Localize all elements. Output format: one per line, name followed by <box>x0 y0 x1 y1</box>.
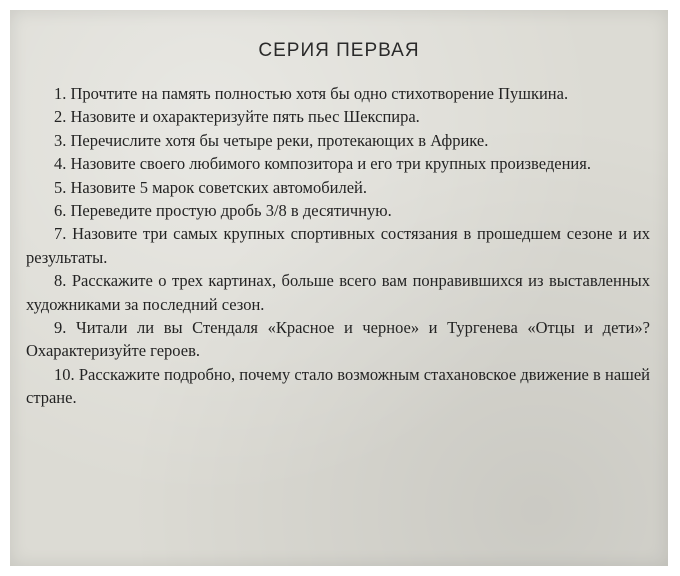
item-number: 1. <box>54 84 67 103</box>
list-item <box>26 199 650 222</box>
item-number: 2. <box>54 107 67 127</box>
list-item <box>26 152 650 175</box>
item-number: 8. <box>54 271 67 291</box>
list-item <box>26 222 650 269</box>
list-item <box>26 269 650 316</box>
list-item <box>26 105 650 128</box>
list-item <box>26 129 650 152</box>
item-text: Назовите три самых крупных спортивных состязания в прошедшем сезоне и их результаты. <box>26 224 651 267</box>
list-item <box>26 176 650 199</box>
item-number: 3. <box>54 130 67 150</box>
item-text: Перечислите хотя бы четыре реки, протекающих в Африке. <box>70 130 489 150</box>
question-list <box>26 82 650 410</box>
page-title: СЕРИЯ ПЕРВАЯ <box>258 40 420 61</box>
document-photo <box>10 10 668 566</box>
item-text: Прочтите на память полностью хотя бы одно стихотворение Пушкина. <box>70 84 569 103</box>
item-number: 6. <box>54 201 67 221</box>
item-number: 7. <box>54 224 67 244</box>
list-item <box>26 316 650 363</box>
item-text: Расскажите подробно, почему стало возможным стахановское движение в нашей стране. <box>26 364 651 408</box>
item-text: Назовите 5 марок советских автомобилей. <box>70 177 367 197</box>
item-text: Назовите и охарактеризуйте пять пьес Шекспира. <box>70 107 420 127</box>
list-item <box>26 363 650 410</box>
item-number: 9. <box>54 318 67 338</box>
item-number: 4. <box>54 154 67 174</box>
item-text: Переведите простую дробь 3/8 в десятичную. <box>70 201 392 221</box>
item-text: Назовите своего любимого композитора и его три крупных произведения. <box>70 154 591 174</box>
item-number: 10. <box>54 364 75 384</box>
item-text: Расскажите о трех картинах, больше всего вам понравившихся из выставленных художниками за последний сезон. <box>26 271 651 314</box>
list-item <box>26 82 650 105</box>
item-text: Читали ли вы Стендаля «Красное и черное» и Тургенева «Отцы и дети»? Охарактеризуйте героев. <box>26 318 651 361</box>
item-number: 5. <box>54 177 67 197</box>
